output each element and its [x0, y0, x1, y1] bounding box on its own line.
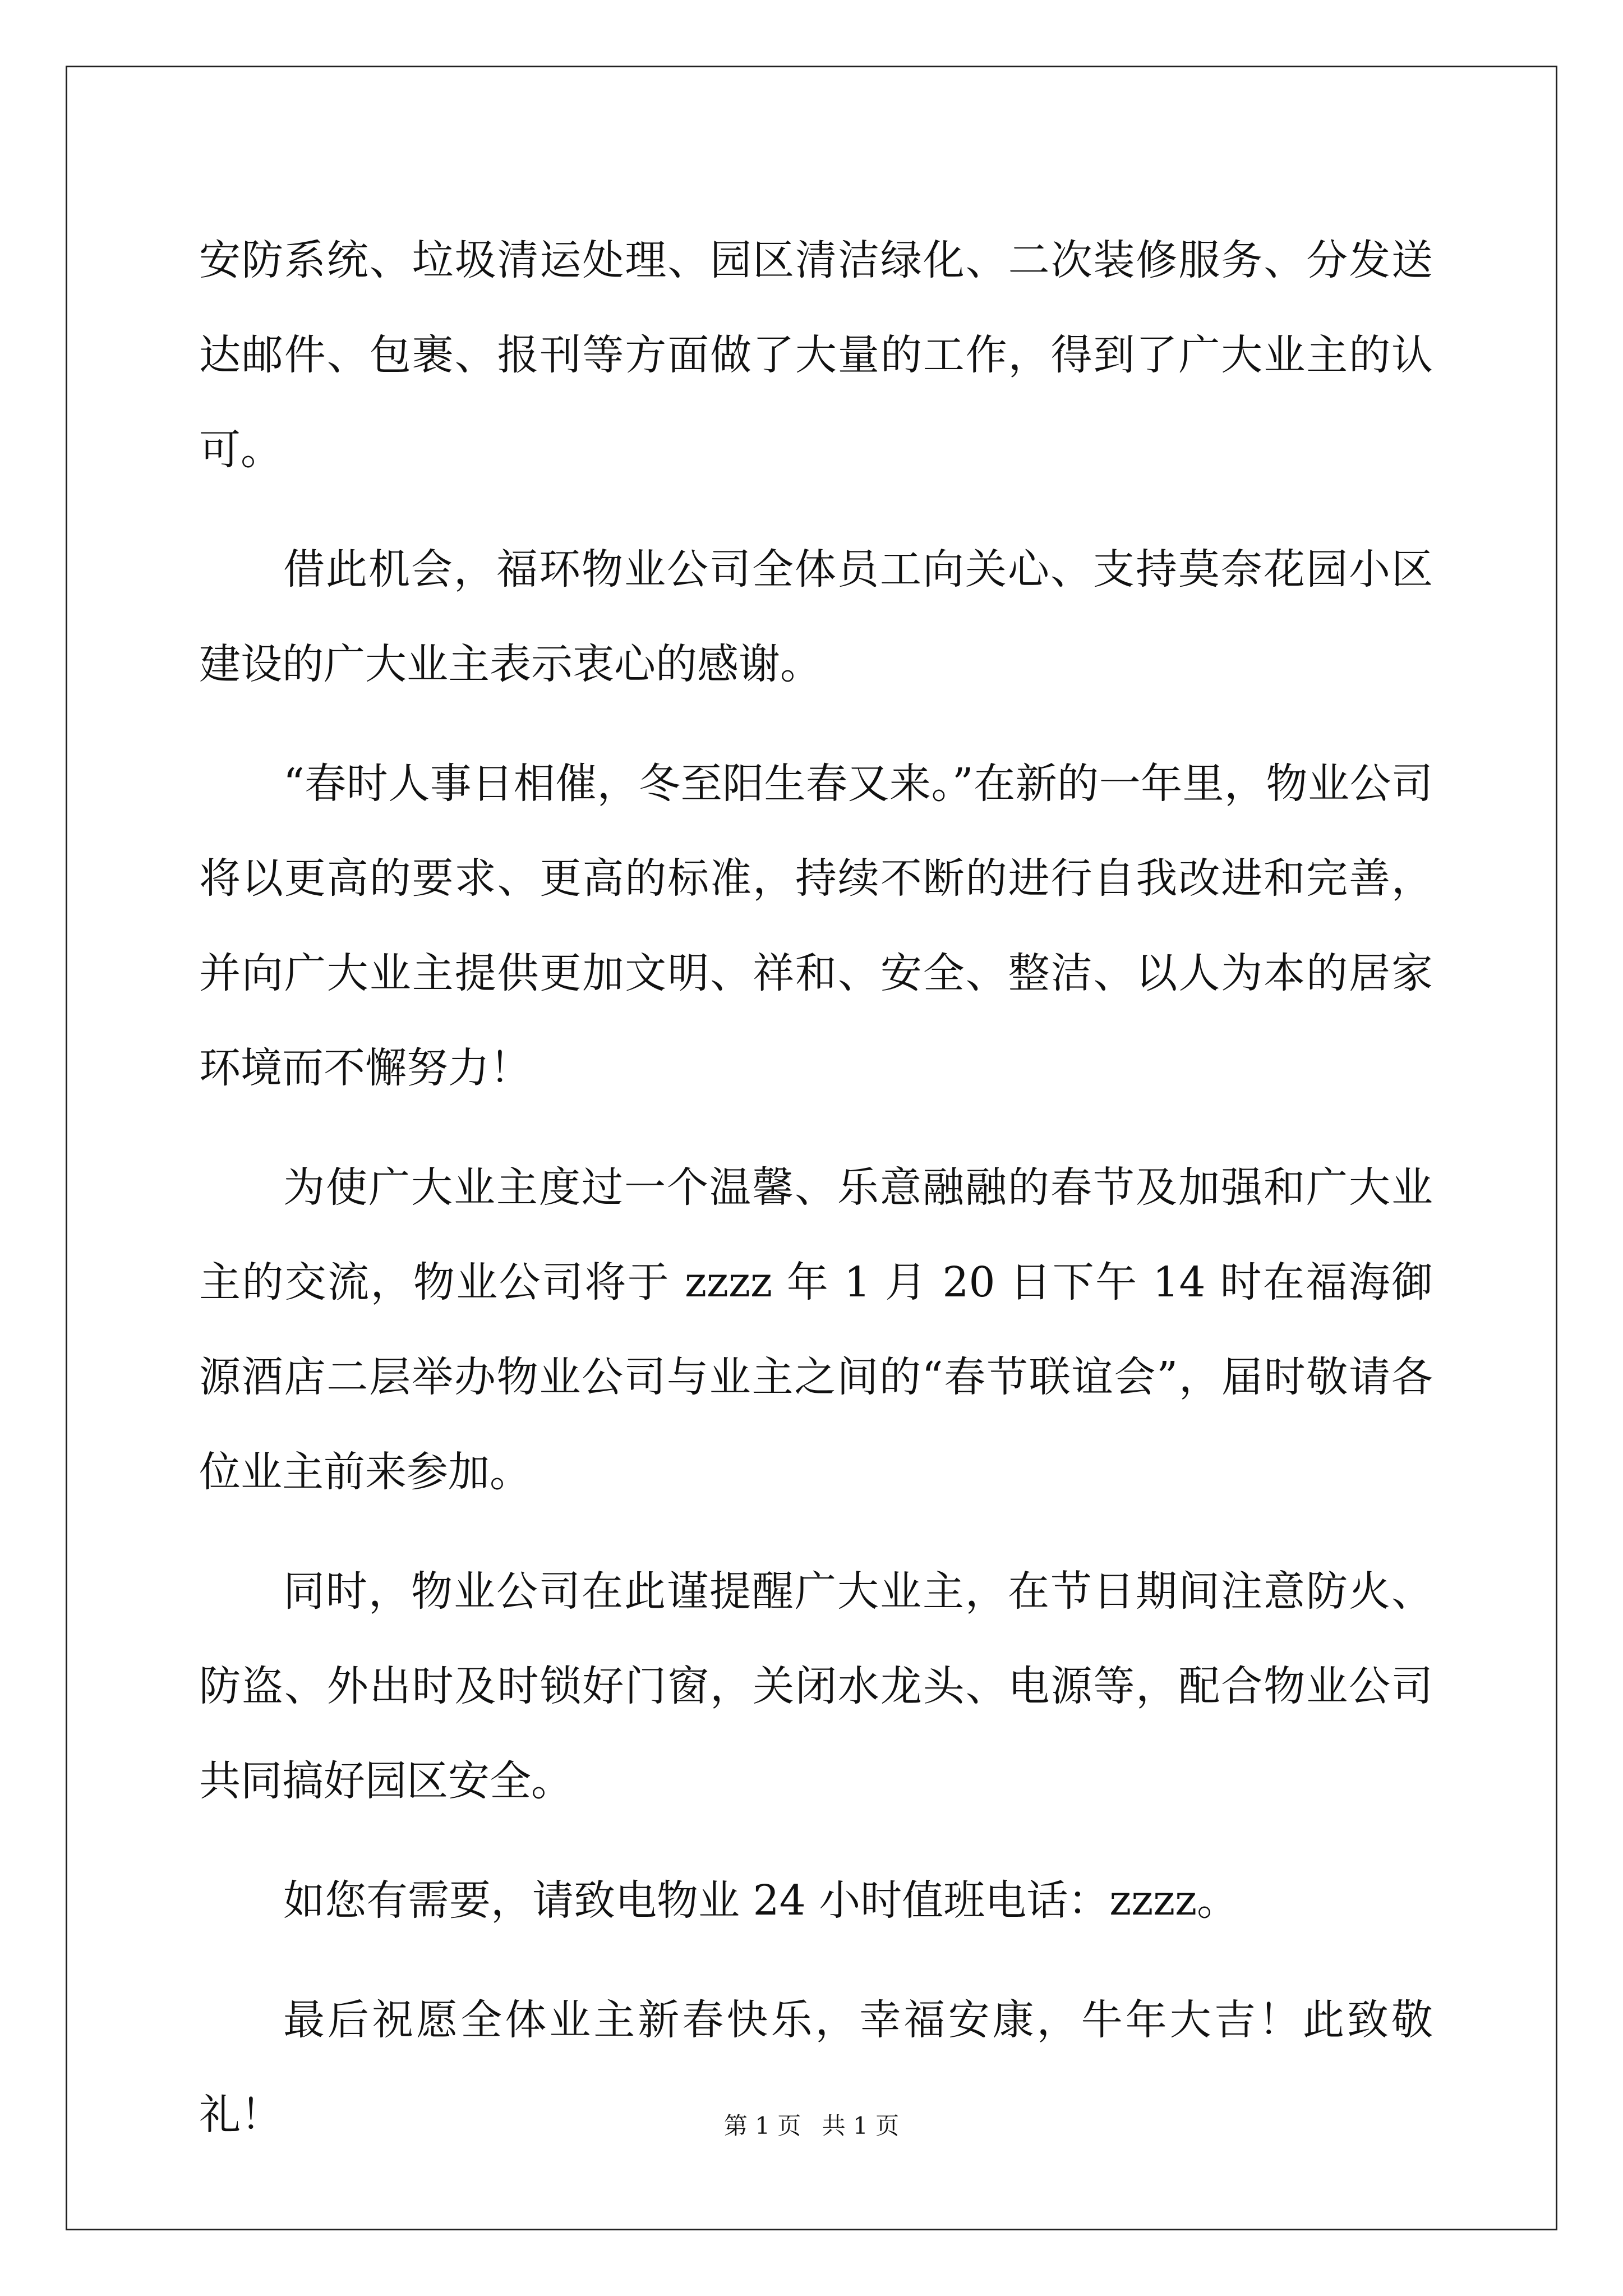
paragraph-new-year: “春时人事日相催，冬至阳生春又来。”在新的一年里，物业公司将以更高的要求、更高的标准，持续不断的进行自我改进和完善，并向广大业主提供更加文明、祥和、安全、整洁、以人为本的居家环境而不懈努力！: [199, 760, 1433, 1092]
document-body: [199, 213, 1433, 2187]
paragraph-safety-reminder: 同时，物业公司在此谨提醒广大业主，在节日期间注意防火、防盗、外出时及时锁好门窗，关闭水龙头、电源等，配合物业公司共同搞好园区安全。: [199, 1567, 1433, 1805]
page-footer: [0, 2109, 1623, 2143]
paragraph-event: 为使广大业主度过一个温馨、乐意融融的春节及加强和广大业主的交流，物业公司将于 zzzz 年 1 月 20 日下午 14 时在福海御源酒店二层举办物业公司与业主之间的“春节联谊会”，届时敬请各位业主前来参加。: [199, 1163, 1433, 1496]
paragraph-thanks: 借此机会，福环物业公司全体员工向关心、支持莫奈花园小区建设的广大业主表示衷心的感谢。: [199, 545, 1433, 688]
page-total: 共 1 页: [822, 2112, 900, 2139]
page-number: 第 1 页: [723, 2112, 801, 2139]
paragraph-closing: 最后祝愿全体业主新春快乐，幸福安康，牛年大吉！此致敬礼！: [199, 1996, 1433, 2139]
paragraph-hotline: 如您有需要，请致电物业 24 小时值班电话：zzzz。: [283, 1876, 1239, 1925]
paragraph-continuation: 安防系统、垃圾清运处理、园区清洁绿化、二次装修服务、分发送达邮件、包裹、报刊等方面做了大量的工作，得到了广大业主的认可。: [199, 236, 1433, 474]
